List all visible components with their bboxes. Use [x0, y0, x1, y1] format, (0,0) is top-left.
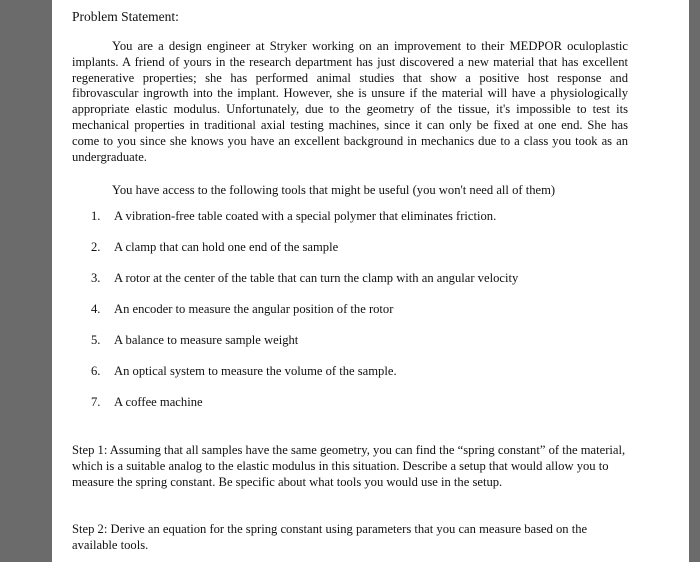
list-item-text: A rotor at the center of the table that can turn the clamp with an angular velocity [114, 271, 519, 285]
list-item-text: A coffee machine [114, 395, 203, 409]
tools-list [72, 208, 652, 425]
list-item-number: 7. [91, 395, 101, 409]
list-item-number: 1. [91, 209, 101, 223]
list-item-number: 3. [91, 271, 101, 285]
list-item-number: 5. [91, 333, 101, 347]
list-item-text: A clamp that can hold one end of the sample [114, 240, 339, 254]
list-item [72, 208, 652, 239]
list-item-number: 4. [91, 302, 101, 316]
list-item-text: A vibration-free table coated with a special polymer that eliminates friction. [114, 209, 497, 223]
list-item-number: 6. [91, 364, 101, 378]
tools-intro-text: You have access to the following tools that might be useful (you won't need all of them) [112, 183, 556, 197]
step-1-paragraph: Step 1: Assuming that all samples have the same geometry, you can find the “spring constant” of the material, which is a suitable analog to the elastic modulus in this situation. Describe a setup that would allow you to measure the spring constant. Be specific about what tools you would use in the setup. [72, 443, 626, 489]
intro-paragraph: You are a design engineer at Stryker working on an improvement to their MEDPOR oculoplastic implants. A friend of yours in the research department has just discovered a new material that has excellent regenerative properties; she has performed animal studies that show a positive host response and fibrovascular ingrowth into the implant. However, she is unsure if the material will have a physiologically appropriate elastic modulus. Unfortunately, due to the geometry of the tissue, it's impossible to test its mechanical properties in traditional axial testing machines, since it can only be fixed at one end. She has come to you since she knows you have an excellent background in mechanics due to a class you took as an undergraduate. [72, 39, 628, 164]
list-item [72, 394, 652, 425]
list-item-text: An encoder to measure the angular position of the rotor [114, 302, 394, 316]
list-item-text: A balance to measure sample weight [114, 333, 299, 347]
list-item [72, 363, 652, 394]
list-item-text: An optical system to measure the volume of the sample. [114, 364, 397, 378]
list-item [72, 239, 652, 270]
list-item [72, 301, 652, 332]
problem-statement-heading: Problem Statement: [72, 9, 179, 24]
list-item [72, 270, 652, 301]
step-2-paragraph: Step 2: Derive an equation for the spring constant using parameters that you can measure based on the available tools. [72, 522, 588, 552]
document-page [52, 0, 689, 562]
list-item [72, 332, 652, 363]
list-item-number: 2. [91, 240, 101, 254]
